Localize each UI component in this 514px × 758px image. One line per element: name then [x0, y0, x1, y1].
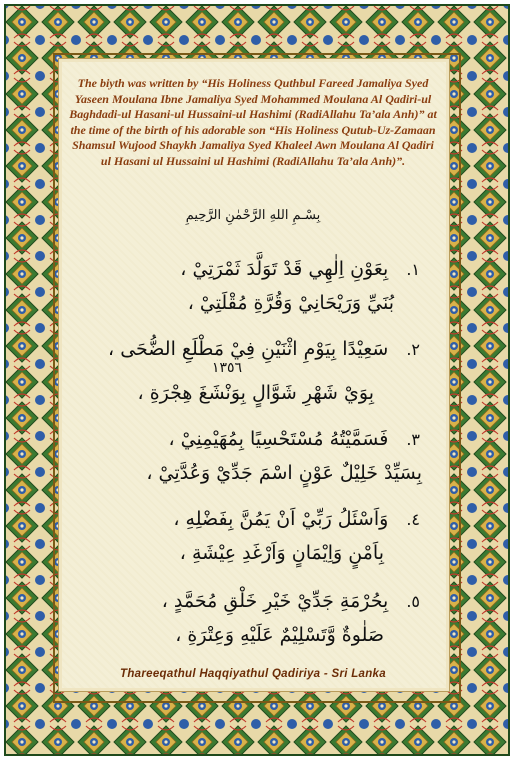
verse-text: وَاَسْئَلُ رَبِّيْ اَنْ يَمُنَّ بِفَضْلِهِ ،: [173, 508, 389, 530]
verse-number: ١.: [406, 260, 420, 279]
verse-1-line-2: بُنَيِّ وَرَيْحَانِيْ وَقُرَّةِ مُقْلَتِيْ ،: [187, 292, 394, 314]
verse-text: بِعَوْنِ اِلٰهِي قَدْ تَوَلَّدَ ثَمْرَتِيْ ،: [180, 258, 389, 280]
intro-paragraph: The biyth was written by “His Holiness Quthbul Fareed Jamaliya Syed Yaseen Moulana Ibne Jamaliya Syed Mohammed Moulana Al Qadiri-ul Baghdadi-ul Hasani-ul Hussaini-ul Hashimi (RadiAllahu Ta’ala Anh)” at the time of the birth of his adorable son “His Holiness Qutub-Uz-Zamaan Shamsul Wujood Shaykh Jamaliya Syed Khaleel Awn Moulana Al Qadiri ul Hasani ul Hussaini ul Hashimi (RadiAllahu Ta’ala Anh)”.: [69, 76, 437, 168]
verse-number: ٢.: [406, 340, 420, 359]
verse-number: ٣.: [406, 430, 420, 449]
verse-2-line-1: [108, 338, 420, 360]
verse-3-line-2: بِسَيِّدْ خَلِيْلٌ عَوْنٍ اسْمَ جَدِّيْ وَعُدَّتِيْ ،: [146, 462, 422, 484]
verse-4-line-2: بِاَمْنٍ وَاِيْمَانٍ وَاَرْغَدِ عِيْشَةِ ،: [179, 542, 384, 564]
verse-2-line-2: بِوَيْ شَهْرِ شَوَّالٍ بِوَنْشَغَ هِجْرَةِ ،: [137, 382, 374, 404]
basmala: بِسْـمِ اللهِ الرَّحْمٰنِ الرَّحِيمِ: [185, 208, 321, 223]
verse-5-line-1: [162, 590, 420, 612]
verse-3-line-1: [168, 428, 420, 450]
verse-text: سَعِيْدًا بِيَوْمِ اثْنَيْنِ فِيْ مَطْلَعِ الضُّحَى ،: [108, 338, 389, 360]
verse-number: ٤.: [406, 510, 420, 529]
footer-credit: Thareeqathul Haqqiyathul Qadiriya - Sri Lanka: [120, 668, 386, 680]
verse-number: ٥.: [406, 592, 420, 611]
verse-5-line-2: صَلٰوةٌ وَّتَسْلِيْمٌ عَلَيْهِ وَعِتْرَةِ ،: [175, 624, 384, 646]
verse-text: فَسَمَّيْتُهُ مُسْتَحْسِيًا بِمُهَيْمِنِيْ ،: [168, 428, 389, 450]
verse-2-year: ١٣٥٦: [211, 360, 242, 376]
verse-4-line-1: [173, 508, 420, 530]
verse-1-line-1: [180, 258, 420, 280]
verse-text: بِحُرْمَةِ جَدِّيْ خَيْرِ خَلْقِ مُحَمَّدٍ ،: [161, 590, 389, 612]
